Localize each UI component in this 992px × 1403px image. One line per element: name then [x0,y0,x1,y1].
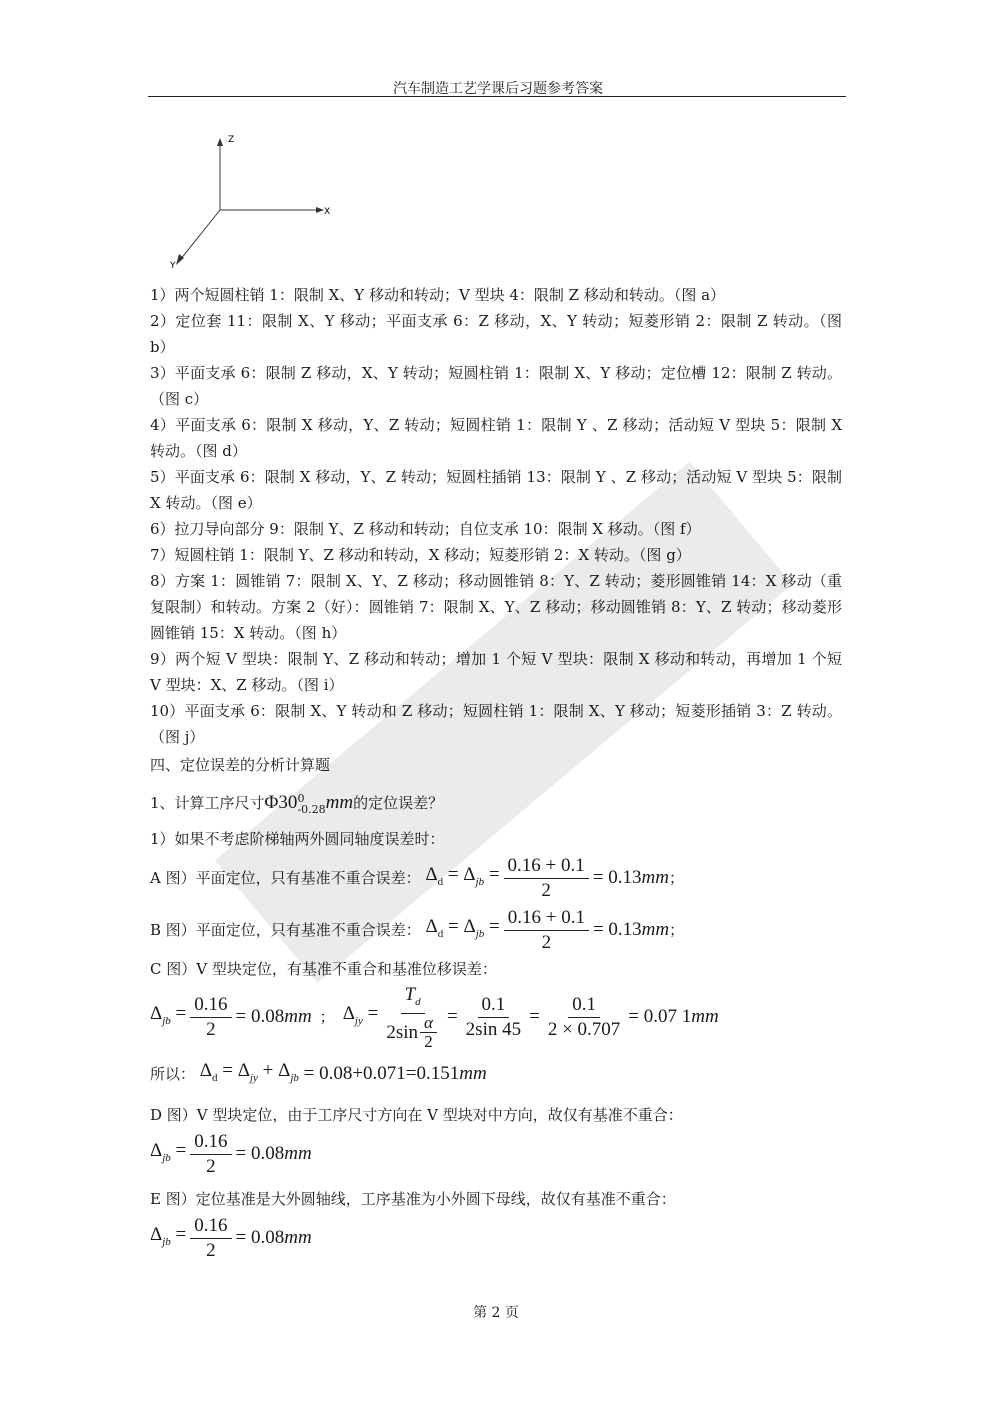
equation-a: A 图）平面定位，只有基准不重合误差： $\Delta_d = \Delta_{jb}$ = $\frac{0.16 + 0.1}{2}$ = 0.13 mm ； [150,854,684,901]
case-1-text: 1）如果不考虑阶梯轴两外圆同轴度误差时： [150,830,445,848]
answer-item-4: 4）平面支承 6：限制 X 移动，Y、Z 转动；短圆柱销 1：限制 Y 、Z 移动；活动短 V 型块 5：限制 X 转动。（图 d） [150,416,842,460]
page-number: 第 2 页 [473,1305,519,1321]
header-divider [148,96,846,97]
tolerance: 0 -0.28 [297,792,326,816]
equation-e: $\Delta_{jb}$ = $\frac{0.16}{2}$ = 0.08 mm [150,1214,312,1261]
answer-item-7: 7）短圆柱销 1：限制 Y、Z 移动和转动，X 移动；短菱形销 2：X 转动。（图 g） [150,546,691,564]
document-body [150,282,842,1264]
equation-c: $\Delta_{jb}$ = $\frac{0.16}{2}$ = 0.08 mm ； $\Delta_{jy}$ = $T_d$ 2sin $\frac{\alpha}{2}$ = $\frac{0.1}{2\sin 45}$ = $\frac{0.1}{2 \times 0.707}$ = 0.07 1 mm [150,983,719,1052]
page-header: 汽车制造工艺学课后习题参考答案 [393,81,603,97]
answer-item-2: 2）定位套 11：限制 X、Y 移动；平面支承 6：Z 移动，X、Y 转动；短菱形销 2：限制 Z 转动。（图 b） [150,312,842,356]
equation-c-label: C 图）V 型块定位，有基准不重合和基准位移误差： [150,960,497,978]
section-title: 四、定位误差的分析计算题 [150,756,331,774]
equation-e-label: E 图）定位基准是大外圆轴线，工序基准为小外圆下母线，故仅有基准不重合： [150,1190,676,1208]
equation-d-label: D 图）V 型块定位，由于工序尺寸方向在 V 型块对中方向，故仅有基准不重合： [150,1106,683,1124]
answer-item-8: 8）方案 1：圆锥销 7：限制 X、Y、Z 移动；移动圆锥销 8：Y、Z 转动；菱形圆锥销 14：X 移动（重复限制）和转动。方案 2（好）：圆锥销 7：限制 X、Y、Z 移动；移动圆锥销 8：Y、Z 转动；移动菱形圆锥销 15：X 转动。（图 h） [150,572,842,642]
answer-item-10: 10）平面支承 6：限制 X、Y 转动和 Z 移动；短圆柱销 1：限制 X、Y 移动；短菱形插销 3：Z 转动。（图 j） [150,702,842,746]
answer-item-3: 3）平面支承 6：限制 Z 移动，X、Y 转动；短圆柱销 1：限制 X、Y 移动；定位槽 12：限制 Z 转动。（图 c） [150,364,842,408]
answer-item-9: 9）两个短 V 型块：限制 Y、Z 移动和转动；增加 1 个短 V 型块：限制 X 移动和转动，再增加 1 个短 V 型块：X、Z 移动。（图 i） [150,650,842,694]
equation-sum: 所以： $\Delta_d = \Delta_{jy} + \Delta_{jb}$ = 0.08+0.071=0.151 mm [150,1059,487,1084]
question-1: 1、计算工序尺寸Φ30 0 -0.28 mm的定位误差？ [150,792,444,816]
equation-d: $\Delta_{jb}$ = $\frac{0.16}{2}$ = 0.08 mm [150,1130,312,1177]
answer-item-1: 1）两个短圆柱销 1：限制 X、Y 移动和转动；V 型块 4：限制 Z 移动和转动。（图 a） [150,286,726,304]
answer-item-6: 6）拉刀导向部分 9：限制 Y、Z 移动和转动；自位支承 10：限制 X 移动。（图 f） [150,520,701,538]
axis-label-x: X [324,207,331,217]
axis-label-z: Z [228,135,235,145]
dimension-value: Φ30 [264,792,298,813]
axis-label-y: Y [170,261,176,271]
equation-b: B 图）平面定位，只有基准不重合误差： $\Delta_d = \Delta_{jb}$ = $\frac{0.16 + 0.1}{2}$ = 0.13 mm ； [150,906,685,953]
answer-item-5: 5）平面支承 6：限制 X 移动，Y、Z 转动；短圆柱插销 13：限制 Y 、Z 移动；活动短 V 型块 5：限制 X 转动。（图 e） [150,468,842,512]
coordinate-axes-diagram [160,128,350,278]
